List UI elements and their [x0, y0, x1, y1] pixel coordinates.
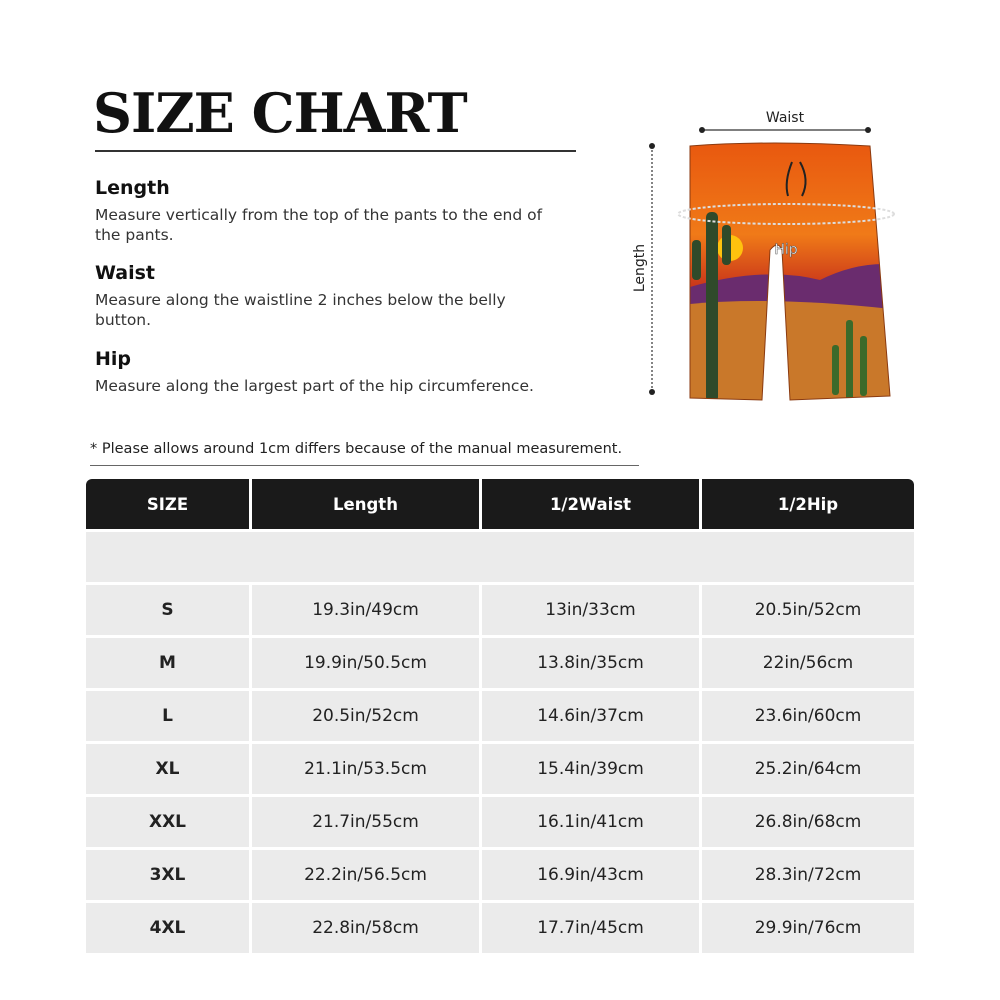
waist-label: Waist	[765, 110, 805, 126]
definition-length	[95, 177, 555, 245]
measurement-cell: 13.8in/35cm	[482, 635, 702, 688]
size-cell: XXL	[86, 794, 252, 847]
size-cell: S	[86, 582, 252, 635]
measurement-cell: 21.7in/55cm	[252, 794, 482, 847]
size-cell: 4XL	[86, 900, 252, 953]
table-header-row	[86, 479, 914, 529]
measurement-cell: 23.6in/60cm	[702, 688, 914, 741]
definition-hip	[95, 348, 555, 396]
definition-text: Measure vertically from the top of the pants to the end of the pants.	[95, 206, 543, 244]
header-size: SIZE	[86, 479, 252, 529]
measurement-cell: 26.8in/68cm	[702, 794, 914, 847]
measurement-cell: 22.8in/58cm	[252, 900, 482, 953]
size-cell: M	[86, 635, 252, 688]
measurement-cell: 17.7in/45cm	[482, 900, 702, 953]
table-row	[86, 900, 914, 953]
measurement-cell: 25.2in/64cm	[702, 741, 914, 794]
measurement-cell: 14.6in/37cm	[482, 688, 702, 741]
measurement-cell: 21.1in/53.5cm	[252, 741, 482, 794]
definition-term: Length	[95, 177, 170, 199]
definition-text: Measure along the largest part of the hip circumference.	[95, 377, 534, 395]
title-divider	[95, 150, 576, 152]
measurement-cell: 16.9in/43cm	[482, 847, 702, 900]
table-body	[86, 529, 914, 953]
measurement-cell: 13in/33cm	[482, 582, 702, 635]
shorts-diagram	[620, 100, 920, 410]
table-row	[86, 794, 914, 847]
measurement-note: * Please allows around 1cm differs because of the manual measurement.	[90, 441, 623, 457]
definition-term: Hip	[95, 348, 132, 370]
measurement-cell: 22in/56cm	[702, 635, 914, 688]
table-row	[86, 741, 914, 794]
header-half-hip: 1/2Hip	[702, 479, 914, 529]
shorts-illustration	[680, 140, 900, 410]
cactus-icon	[706, 212, 718, 402]
header-half-waist: 1/2Waist	[482, 479, 702, 529]
table-row	[86, 847, 914, 900]
note-divider	[90, 465, 639, 466]
table-row	[86, 688, 914, 741]
measurement-cell: 16.1in/41cm	[482, 794, 702, 847]
size-cell: 3XL	[86, 847, 252, 900]
header-length: Length	[252, 479, 482, 529]
measurement-cell: 29.9in/76cm	[702, 900, 914, 953]
measurement-cell: 19.9in/50.5cm	[252, 635, 482, 688]
table-spacer	[86, 529, 914, 582]
measurement-cell: 20.5in/52cm	[702, 582, 914, 635]
measurement-cell: 15.4in/39cm	[482, 741, 702, 794]
size-cell: L	[86, 688, 252, 741]
measurement-cell: 20.5in/52cm	[252, 688, 482, 741]
table-row	[86, 582, 914, 635]
measurement-cell: 22.2in/56.5cm	[252, 847, 482, 900]
hip-label: Hip	[774, 242, 798, 258]
definition-term: Waist	[95, 262, 156, 284]
definition-text: Measure along the waistline 2 inches below the belly button.	[95, 291, 506, 329]
length-label: Length	[632, 243, 648, 293]
measurement-cell: 28.3in/72cm	[702, 847, 914, 900]
measurement-cell: 19.3in/49cm	[252, 582, 482, 635]
table-row	[86, 635, 914, 688]
size-cell: XL	[86, 741, 252, 794]
definition-waist	[95, 262, 555, 330]
size-table	[86, 479, 914, 953]
page-title: SIZE CHART	[93, 81, 467, 145]
